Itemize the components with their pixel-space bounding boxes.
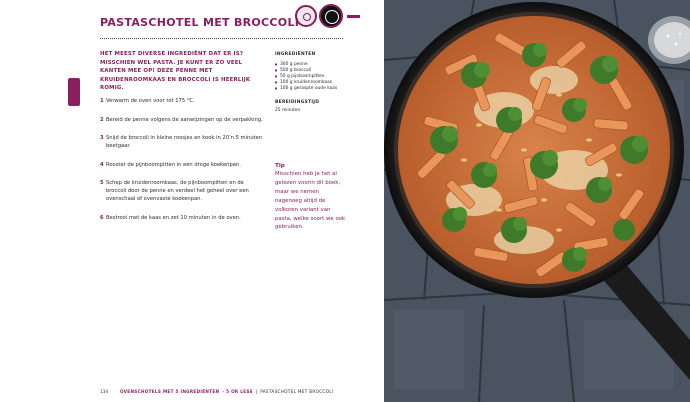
ingredient-item: ■ 100 g kruidenroomkaas [275,80,347,86]
footer-recipe-name: PASTASCHOTEL MET BROCCOLI [260,389,334,394]
recipe-steps [100,97,265,232]
tip-text: Misschien heb je het al gelezen voorin dit boek, maar we nemen nagenoeg altijd de volkoren variant van pasta, welke soort we ook gebruiken. [275,171,346,231]
category-icons [295,3,360,29]
ingredients-heading: INGREDIËNTEN [275,52,316,57]
page-number: 134 [100,389,108,394]
pasta-pan-illustration [384,0,690,402]
ingredients-panel [275,52,347,113]
prep-time-value: 25 minuten [275,108,301,113]
tip-box [275,163,347,232]
prep-time-heading: BEREIDINGSTIJD [275,100,320,105]
ingredient-item: ■ 500 g broccoli [275,68,347,74]
ingredient-item: ■ 100 g geraspte oude kaas [275,86,347,92]
step-item [100,134,265,150]
dash-icon [347,15,360,18]
step-item [100,97,265,105]
step-text: Snijd de broccoli in kleine roosjes en kook in 20’n 5 minuten beetgaar. [106,135,263,149]
step-text: Schep de kruidenroomkaas, de pijnboompitten en de broccoli door de penne en verdeel het geheel over een ovenschaal of ovenvaste koekenpan. [106,180,249,202]
ingredient-item: ■ 50 g pijnboompitten [275,74,347,80]
ingredients-list [275,62,347,92]
pan-icon [319,4,343,28]
step-number: 3 [100,135,104,141]
step-text: Bestrooi met de kaas en zet 10 minuten in de oven. [106,214,241,221]
chapter-tab [68,78,80,106]
dish-photo [384,0,690,402]
step-item [100,116,265,124]
step-number: 5 [100,180,104,186]
step-item [100,214,265,222]
step-number: 4 [100,161,104,168]
step-item [100,179,265,203]
step-text: Rooster de pijnboompitten in een droge koekenpan. [106,161,241,168]
step-number: 6 [100,214,104,221]
step-number: 2 [100,116,104,123]
recipe-title: PASTASCHOTEL MET BROCCOLI [100,16,300,29]
step-text: Verwarm de oven voor tot 175 °C. [106,98,195,104]
step-item [100,161,265,169]
step-text: Bereid de penne volgens de aanwijzingen op de verpakking. [106,116,263,123]
footer-separator: | [255,389,258,394]
tip-heading: Tip [275,163,285,169]
footer-section-extra: - 5 OR LESS [222,389,253,394]
title-divider [100,38,343,39]
ingredient-item: ■ 300 g penne [275,62,347,68]
step-number: 1 [100,98,104,104]
footer-section: OVENSCHOTELS MET 5 INGREDIËNTEN [120,389,220,394]
page-footer [100,389,370,394]
recipe-intro: HET MEEST DIVERSE INGREDIËNT DAT ER IS? MISSCHIEN WEL PASTA. JE KUNT ER ZO VEEL KANTEN MEE OP! DEZE PENNE MET KRUIDENROOMKAAS EN BROCCOLI IS HEERLIJK ROMIG. [100,51,251,92]
